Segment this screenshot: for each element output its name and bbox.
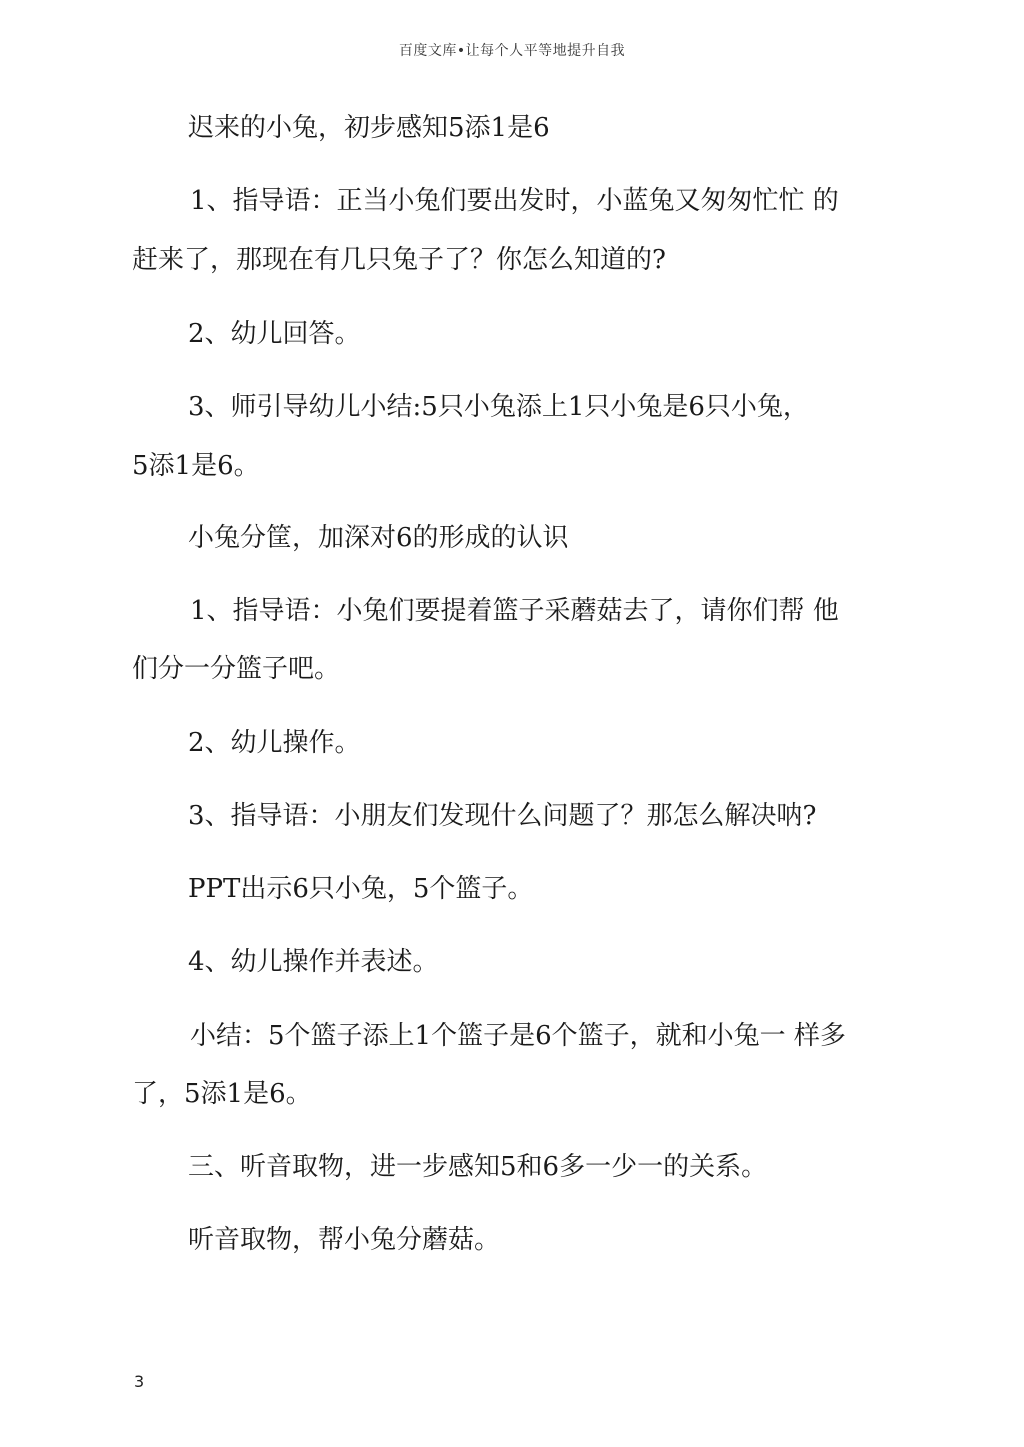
page-number: 3 xyxy=(134,1372,145,1391)
paragraph-line: 1、指导语：小兔们要提着篮子采蘑菇去了，请你们帮 他 xyxy=(190,596,839,626)
paragraph-line: PPT出示6只小兔，5个篮子。 xyxy=(188,874,534,904)
paragraph-line: 3、指导语：小朋友们发现什么问题了？那怎么解决呐? xyxy=(188,801,817,831)
paragraph-line: 4、幼儿操作并表述。 xyxy=(188,947,439,977)
paragraph-line: 了，5添1是6。 xyxy=(132,1079,312,1109)
section-heading: 三、听音取物，进一步感知5和6多一少一的关系。 xyxy=(188,1152,768,1182)
section-heading: 小兔分筐，加深对6的形成的认识 xyxy=(188,523,569,553)
paragraph-line: 2、幼儿回答。 xyxy=(188,319,361,349)
paragraph-line: 们分一分篮子吧。 xyxy=(132,654,341,684)
page-header: 百度文库•让每个人平等地提升自我 xyxy=(398,43,626,59)
paragraph-line: 5添1是6。 xyxy=(132,451,260,481)
paragraph-line: 2、幼儿操作。 xyxy=(188,728,361,758)
paragraph-line: 3、师引导幼儿小结:5只小兔添上1只小兔是6只小兔， xyxy=(188,392,809,422)
paragraph-line: 1、指导语：正当小兔们要出发时，小蓝兔又匆匆忙忙 的 xyxy=(190,186,839,216)
section-heading: 迟来的小兔，初步感知5添1是6 xyxy=(188,113,550,143)
paragraph-line: 听音取物，帮小兔分蘑菇。 xyxy=(188,1225,501,1255)
paragraph-line: 赶来了，那现在有几只兔子了？你怎么知道的? xyxy=(132,245,666,275)
paragraph-line: 小结：5个篮子添上1个篮子是6个篮子，就和小兔一 样多 xyxy=(190,1021,846,1051)
